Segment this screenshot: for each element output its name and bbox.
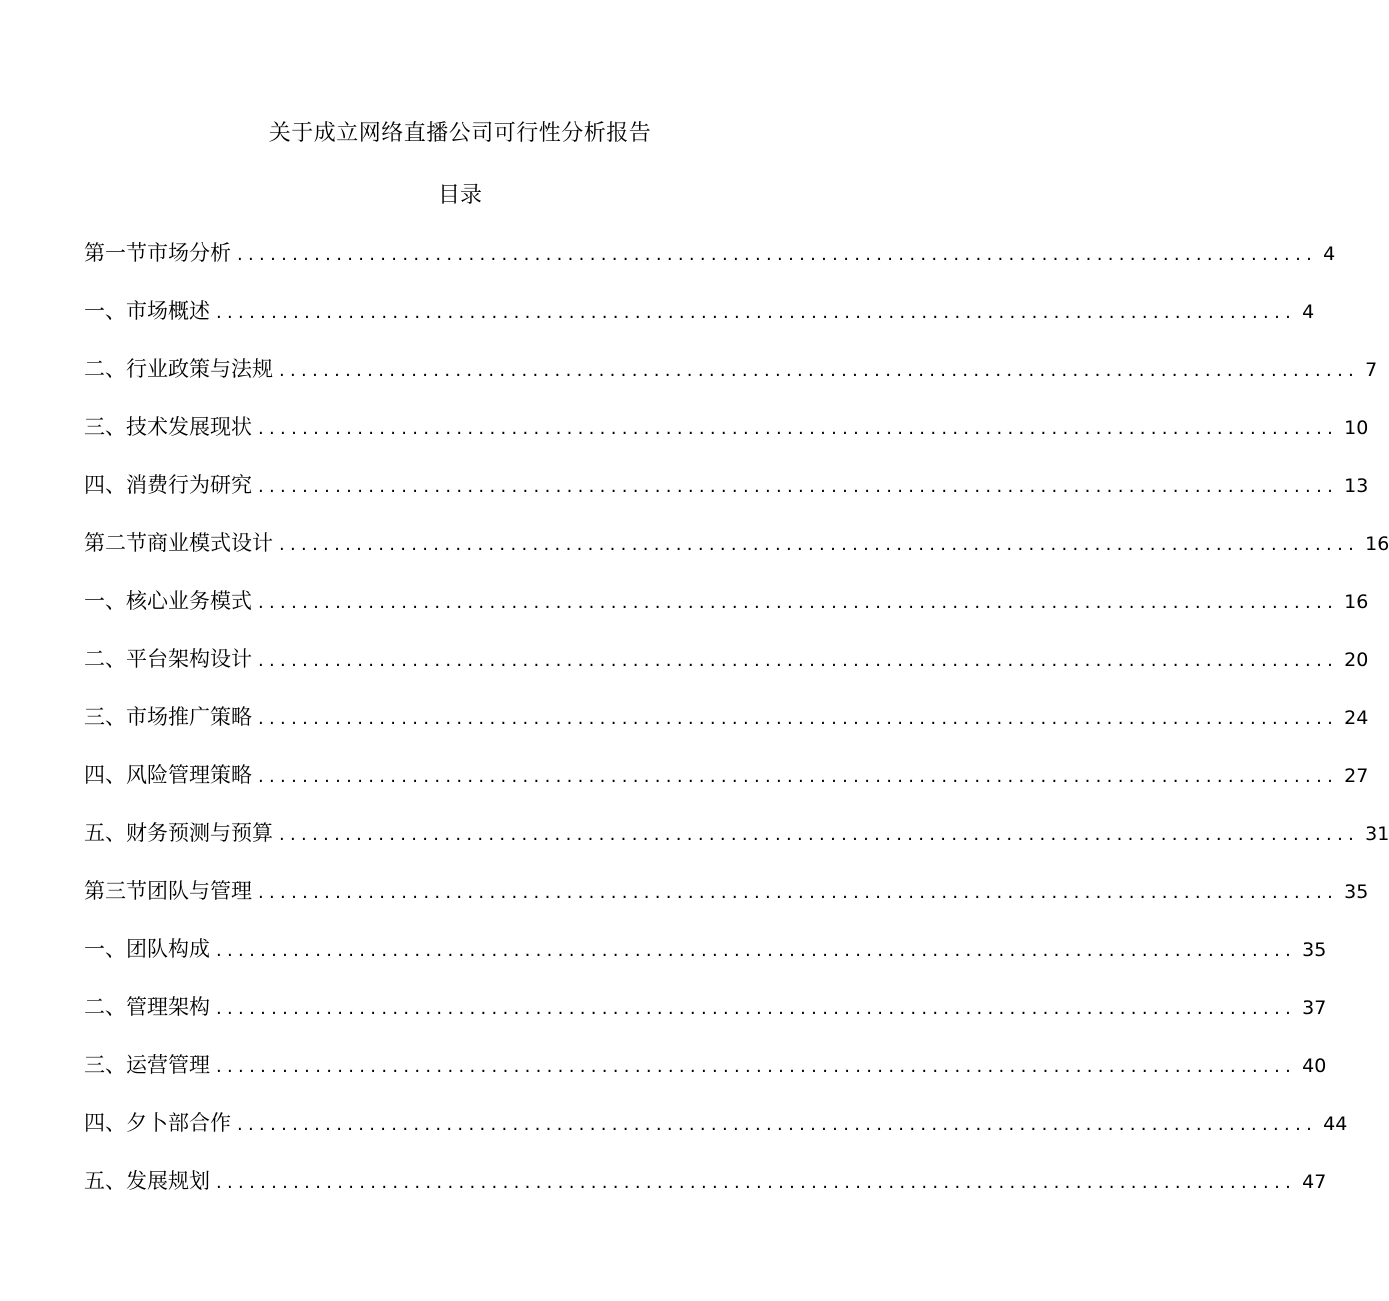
toc-entry-label: 四、风险管理策略 <box>84 763 252 787</box>
toc-entry-page: 7 <box>1365 359 1378 381</box>
toc-dot-leader: .................................................................................................. <box>216 998 1297 1019</box>
toc-dot-leader: .................................................................................................. <box>258 882 1339 903</box>
toc-dot-leader: .................................................................................................. <box>279 360 1360 381</box>
toc-entry-label: 二、平台架构设计 <box>84 647 252 671</box>
toc-entry[interactable] <box>84 639 1369 697</box>
toc-entry[interactable] <box>84 697 1369 755</box>
toc-entry[interactable] <box>84 465 1369 523</box>
toc-entry-page: 13 <box>1344 475 1369 497</box>
toc-entry-label: 三、技术发展现状 <box>84 415 252 439</box>
toc-entry[interactable] <box>84 987 1327 1045</box>
toc-dot-leader: .................................................................................................. <box>216 1056 1297 1077</box>
toc-entry-page: 10 <box>1344 417 1369 439</box>
toc-dot-leader: .................................................................................................. <box>237 1114 1318 1135</box>
toc-dot-leader: .................................................................................................. <box>258 766 1339 787</box>
toc-entry-label: 五、发展规划 <box>84 1169 210 1193</box>
toc-entry-label: 四、消费行为研究 <box>84 473 252 497</box>
toc-entry-page: 40 <box>1302 1055 1327 1077</box>
toc-entry-page: 47 <box>1302 1171 1327 1193</box>
toc-entry-label: 二、行业政策与法规 <box>84 357 273 381</box>
toc-entry-page: 16 <box>1365 533 1389 555</box>
toc-entry-page: 16 <box>1344 591 1369 613</box>
toc-dot-leader: .................................................................................................. <box>216 1172 1297 1193</box>
toc-entry[interactable] <box>84 871 1369 929</box>
toc-dot-leader: .................................................................................................. <box>216 940 1297 961</box>
toc-entry-page: 27 <box>1344 765 1369 787</box>
toc-heading: 目录 <box>437 183 482 208</box>
toc-entry[interactable] <box>84 929 1327 987</box>
toc-dot-leader: .................................................................................................. <box>216 302 1297 323</box>
toc-entry-page: 44 <box>1323 1113 1348 1135</box>
toc-entry-page: 35 <box>1344 881 1369 903</box>
toc-entry-label: 五、财务预测与预算 <box>84 821 273 845</box>
toc-entry[interactable] <box>84 1103 1348 1161</box>
toc-entry[interactable] <box>84 755 1369 813</box>
toc-entry-label: 三、市场推广策略 <box>84 705 252 729</box>
toc-entry-label: 三、运营管理 <box>84 1053 210 1077</box>
toc-entry-page: 4 <box>1323 243 1336 265</box>
toc-entry-label: 第二节商业模式设计 <box>84 531 273 555</box>
toc-entry[interactable] <box>84 1045 1327 1103</box>
toc-entry-page: 20 <box>1344 649 1369 671</box>
toc-dot-leader: .................................................................................................. <box>279 534 1360 555</box>
toc-entry[interactable] <box>84 523 1389 581</box>
toc-entry[interactable] <box>84 1161 1327 1219</box>
toc-entry-label: 一、核心业务模式 <box>84 589 252 613</box>
toc-entry-label: 第一节市场分析 <box>84 241 231 265</box>
toc-entry-page: 31 <box>1365 823 1389 845</box>
toc-entry[interactable] <box>84 233 1336 291</box>
toc-entry[interactable] <box>84 291 1315 349</box>
table-of-contents <box>84 233 1389 1219</box>
toc-dot-leader: .................................................................................................. <box>258 592 1339 613</box>
toc-entry-page: 24 <box>1344 707 1369 729</box>
toc-entry[interactable] <box>84 349 1378 407</box>
toc-dot-leader: .................................................................................................. <box>279 824 1360 845</box>
toc-entry-label: 第三节团队与管理 <box>84 879 252 903</box>
toc-entry-label: 一、市场概述 <box>84 299 210 323</box>
toc-entry-page: 4 <box>1302 301 1315 323</box>
toc-entry-label: 一、团队构成 <box>84 937 210 961</box>
document-title: 关于成立网络直播公司可行性分析报告 <box>268 121 652 146</box>
toc-entry-page: 35 <box>1302 939 1327 961</box>
toc-dot-leader: .................................................................................................. <box>258 476 1339 497</box>
toc-entry-label: 二、管理架构 <box>84 995 210 1019</box>
toc-dot-leader: .................................................................................................. <box>258 650 1339 671</box>
toc-entry[interactable] <box>84 581 1369 639</box>
toc-dot-leader: .................................................................................................. <box>237 244 1318 265</box>
toc-entry[interactable] <box>84 407 1369 465</box>
toc-dot-leader: .................................................................................................. <box>258 708 1339 729</box>
toc-entry[interactable] <box>84 813 1389 871</box>
toc-entry-page: 37 <box>1302 997 1327 1019</box>
toc-dot-leader: .................................................................................................. <box>258 418 1339 439</box>
toc-entry-label: 四、夕卜部合作 <box>84 1111 231 1135</box>
